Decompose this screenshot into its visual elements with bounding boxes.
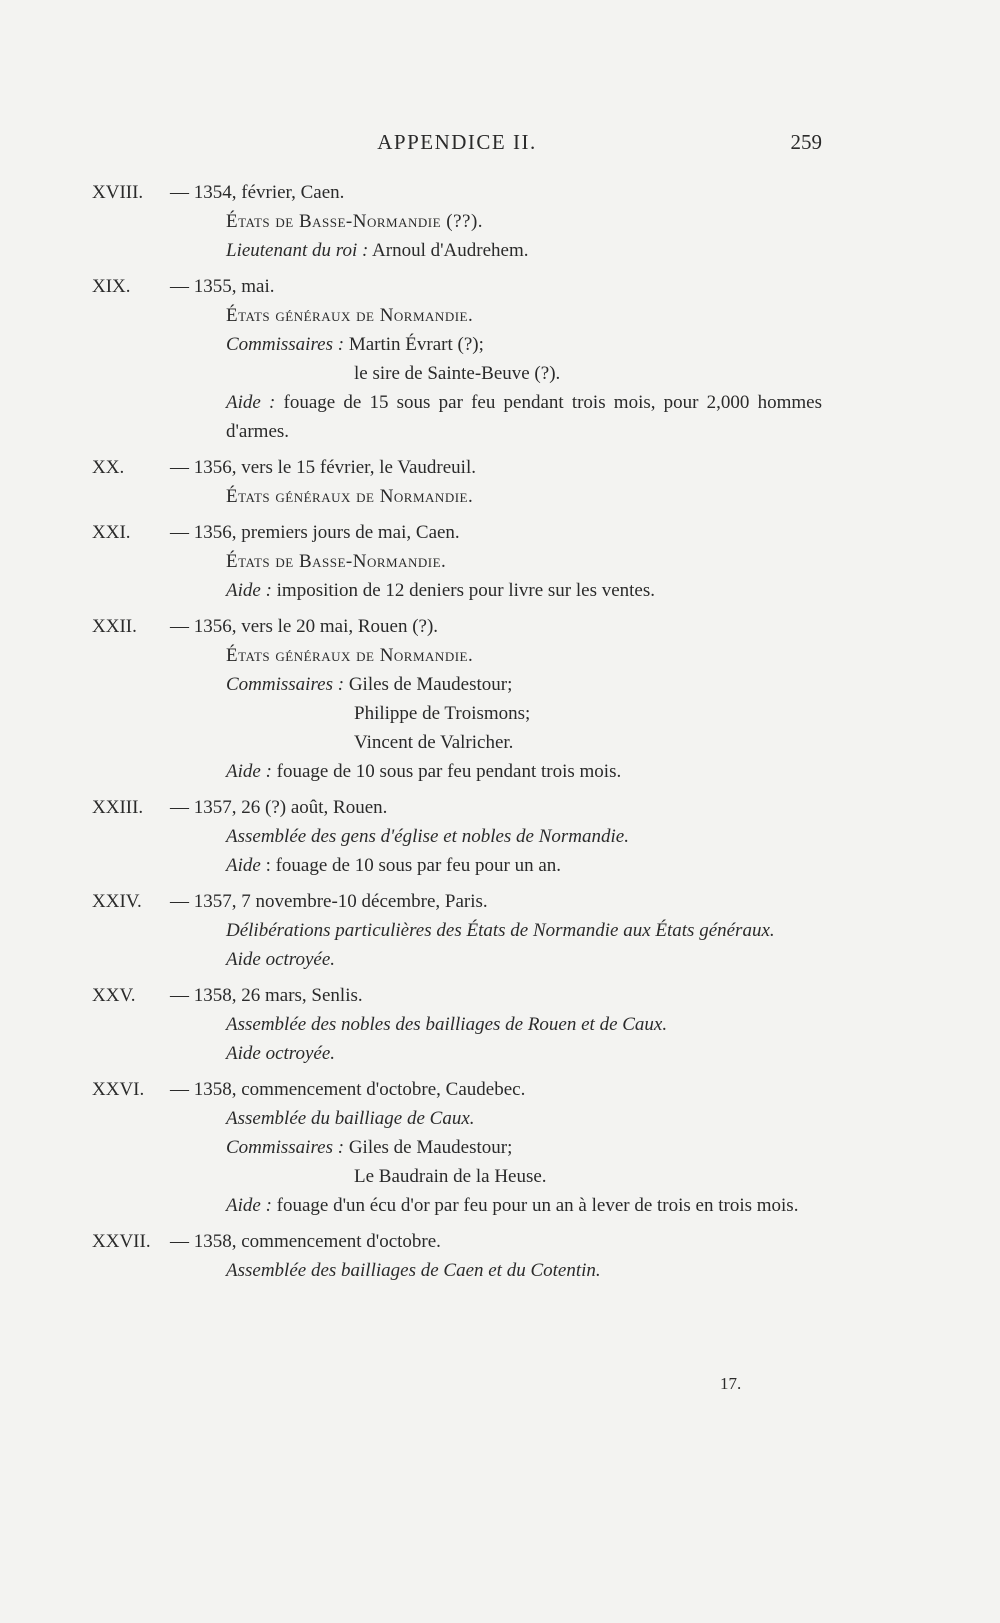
running-head <box>92 130 822 160</box>
entry-number: XXII. <box>92 616 137 637</box>
entry-line-label: Commissaires : <box>226 334 345 355</box>
entry-line-text: États généraux de Normandie. <box>226 305 474 326</box>
entry-number: XX. <box>92 457 125 478</box>
entry-date-place: — 1358, 26 mars, Senlis. <box>170 985 363 1006</box>
entry-line <box>226 757 822 786</box>
entry-line <box>226 330 822 359</box>
page-number: 259 <box>790 130 822 154</box>
entry <box>92 793 822 880</box>
entries-list <box>92 178 822 1292</box>
entry-line-text: Philippe de Troismons; <box>354 703 531 724</box>
entry-line-label: Aide : <box>226 761 272 782</box>
entry-line-label: Lieutenant du roi : <box>226 240 369 261</box>
entry-line-text: Assemblée du bailliage de Caux. <box>226 1108 475 1129</box>
entry <box>92 1227 822 1285</box>
entry-line <box>226 576 822 605</box>
entry-date-place: — 1356, premiers jours de mai, Caen. <box>170 522 460 543</box>
entry-date-place: — 1358, commencement d'octobre, Caudebec. <box>170 1079 526 1100</box>
entry-number: XXVI. <box>92 1079 145 1100</box>
entry-heading <box>92 612 822 641</box>
entry-line-label: Aide : <box>226 580 272 601</box>
running-head-title: APPENDICE II. <box>377 130 537 154</box>
entry-number: XXV. <box>92 985 136 1006</box>
entry-line-text: États de Basse-Normandie. <box>226 551 447 572</box>
entry-line <box>226 822 822 851</box>
entry-number: XVIII. <box>92 182 144 203</box>
entry-number: XIX. <box>92 276 131 297</box>
entry-line-text: États de Basse-Normandie (??). <box>226 211 484 232</box>
entry-line-text: Martin Évrart (?); <box>344 334 484 355</box>
entry-line <box>226 547 822 576</box>
entry-date-place: — 1356, vers le 20 mai, Rouen (?). <box>170 616 439 637</box>
entry <box>92 887 822 974</box>
entry-line-label: Aide : <box>226 1195 272 1216</box>
entry-line-text: Giles de Maudestour; <box>344 1137 513 1158</box>
entry <box>92 453 822 511</box>
entry-line <box>226 916 822 945</box>
entry-line-text: Arnoul d'Audrehem. <box>368 240 529 261</box>
entry-line <box>354 728 822 757</box>
entry-line <box>354 699 822 728</box>
entry-date-place: — 1358, commencement d'octobre. <box>170 1231 441 1252</box>
entry-line-text: Le Baudrain de la Heuse. <box>354 1166 547 1187</box>
entry-line-label: Aide : <box>226 392 276 413</box>
entry-line <box>226 1010 822 1039</box>
entry-line <box>226 482 822 511</box>
entry-line <box>226 301 822 330</box>
entry-heading <box>92 453 822 482</box>
entry-line-text: fouage de 15 sous par feu pendant trois mois, pour 2,000 hommes d'armes. <box>226 392 822 442</box>
entry-date-place: — 1357, 26 (?) août, Rouen. <box>170 797 388 818</box>
entry-line-text: Assemblée des bailliages de Caen et du Cotentin. <box>226 1260 601 1281</box>
entry-number: XXI. <box>92 522 131 543</box>
entry-date-place: — 1355, mai. <box>170 276 275 297</box>
entry-line <box>226 388 822 446</box>
entry-line <box>226 670 822 699</box>
entry-line <box>226 236 822 265</box>
entry-heading <box>92 793 822 822</box>
entry-line-text: le sire de Sainte-Beuve (?). <box>354 363 561 384</box>
entry-line <box>226 207 822 236</box>
entry <box>92 981 822 1068</box>
entry-line-text: États généraux de Normandie. <box>226 645 474 666</box>
entry-number: XXVII. <box>92 1231 151 1252</box>
signature-mark: 17. <box>720 1374 742 1393</box>
entry-line-text: : fouage de 10 sous par feu pour un an. <box>260 855 562 876</box>
entry-date-place: — 1357, 7 novembre-10 décembre, Paris. <box>170 891 488 912</box>
entry-date-place: — 1356, vers le 15 février, le Vaudreuil. <box>170 457 476 478</box>
entry-heading <box>92 518 822 547</box>
entry-heading <box>92 887 822 916</box>
entry <box>92 1075 822 1220</box>
entry-line-text: Aide octroyée. <box>226 949 336 970</box>
entry <box>92 612 822 786</box>
entry-line-text: fouage d'un écu d'or par feu pour un an à lever de trois en trois mois. <box>271 1195 799 1216</box>
entry-line <box>226 1256 822 1285</box>
entry-heading <box>92 272 822 301</box>
entry <box>92 178 822 265</box>
entry-line-text: Vincent de Valricher. <box>354 732 514 753</box>
entry <box>92 272 822 446</box>
entry-line <box>226 641 822 670</box>
entry-line <box>354 1162 822 1191</box>
entry-line-text: Assemblée des nobles des bailliages de Rouen et de Caux. <box>226 1014 668 1035</box>
entry-heading <box>92 178 822 207</box>
entry-line <box>354 359 822 388</box>
entry-line <box>226 1191 822 1220</box>
entry-line <box>226 1133 822 1162</box>
entry-number: XXIII. <box>92 797 144 818</box>
entry-line-label: Aide <box>226 855 261 876</box>
entry-line-text: fouage de 10 sous par feu pendant trois mois. <box>271 761 622 782</box>
entry-line <box>226 1039 822 1068</box>
entry-number: XXIV. <box>92 891 142 912</box>
entry-line-text: imposition de 12 deniers pour livre sur les ventes. <box>271 580 656 601</box>
entry-line <box>226 945 822 974</box>
entry-line <box>226 1104 822 1133</box>
entry-line-label: Commissaires : <box>226 674 345 695</box>
entry-line-text: Délibérations particulières des États de Normandie aux États généraux. <box>226 920 775 941</box>
entry-line-label: Commissaires : <box>226 1137 345 1158</box>
entry-line-text: Assemblée des gens d'église et nobles de Normandie. <box>226 826 629 847</box>
entry-heading <box>92 1075 822 1104</box>
entry-date-place: — 1354, février, Caen. <box>170 182 345 203</box>
entry-heading <box>92 981 822 1010</box>
entry-line-text: Aide octroyée. <box>226 1043 336 1064</box>
entry-heading <box>92 1227 822 1256</box>
entry-line <box>226 851 822 880</box>
entry-line-text: États généraux de Normandie. <box>226 486 474 507</box>
entry-line-text: Giles de Maudestour; <box>344 674 513 695</box>
entry <box>92 518 822 605</box>
